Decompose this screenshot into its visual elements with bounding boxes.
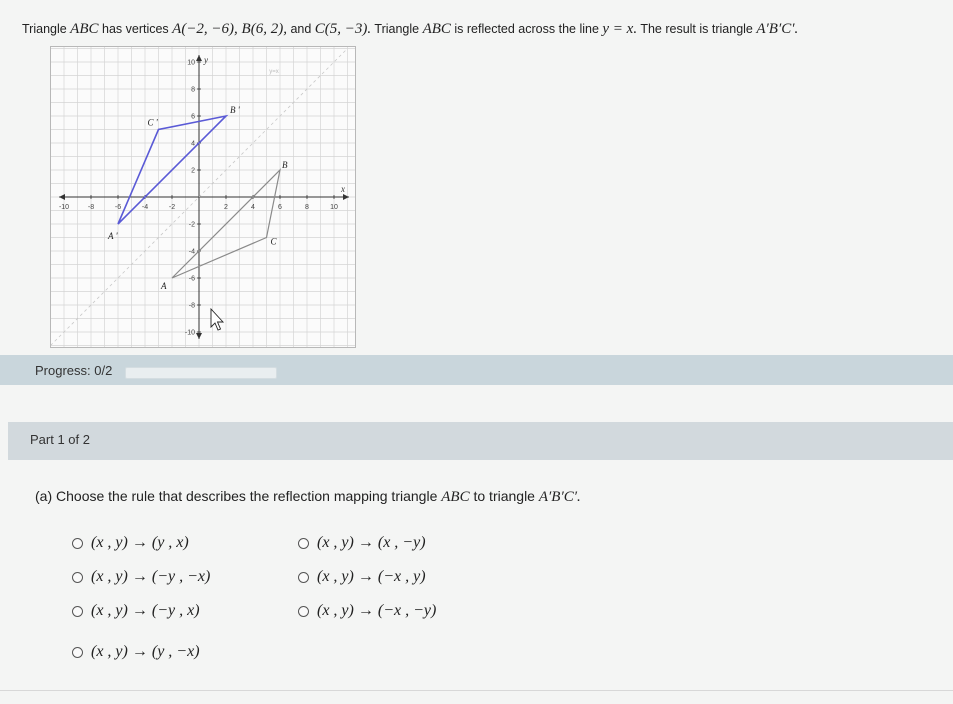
option-negate-both[interactable] [298,602,436,620]
x-axis-label: x [341,184,345,194]
radio-icon[interactable] [298,606,309,617]
y-tick-label: 8 [191,86,195,94]
option-label: (x , y) → (y , −x) [91,643,200,660]
y-tick-label: 2 [191,167,195,175]
option-label: (x , y) → (x , −y) [317,534,426,551]
option-label: (x , y) → (−x , −y) [317,602,437,619]
question-math-1: ABC [441,489,470,505]
option-negate-y[interactable] [298,534,426,552]
problem-text-1: Triangle [22,22,71,36]
y-tick-label: 10 [187,59,195,67]
reflection-line-label: y=x [269,68,279,75]
y-tick-label: -8 [188,302,195,310]
problem-text-3: and [286,22,315,36]
option-label: (x , y) → (−y , −x) [91,568,211,585]
y-tick-label: -10 [184,329,195,337]
vertex-label-a-prime: A ' [108,231,118,241]
option-negate-swap[interactable] [72,568,210,586]
radio-icon[interactable] [298,572,309,583]
x-tick-label: -10 [58,204,70,211]
option-rotate-cw[interactable] [72,643,200,661]
radio-icon[interactable] [72,647,83,658]
problem-math-4: ABC [422,21,451,37]
problem-text-5: is reflected across the line [450,22,603,36]
vertex-label-c-prime: C ' [147,117,158,128]
problem-math-3: C(5, −3). [314,21,372,37]
problem-math-6: A′B′C′. [756,21,799,37]
problem-math-2: A(−2, −6), B(6, 2), [172,21,287,37]
y-tick-label: -4 [188,248,195,256]
y-tick-label: -6 [188,275,195,283]
progress-label: Progress: 0/2 [35,363,113,378]
problem-math-1: ABC [70,21,99,37]
option-negate-x[interactable] [298,568,426,586]
problem-math-5: y = x. [602,21,638,37]
option-label: (x , y) → (y , x) [91,534,189,551]
progress-track [125,367,277,379]
x-tick-label: 2 [224,204,228,211]
vertex-label-b-prime: B ' [230,105,240,115]
vertex-label-b: B [282,160,288,170]
x-tick-label: 8 [305,204,309,211]
y-axis-arrow-icon [196,55,202,61]
option-label: (x , y) → (−y , x) [91,602,200,619]
problem-text-6: The result is triangle [637,22,757,36]
problem-text-4: Triangle [371,22,423,36]
radio-icon[interactable] [298,538,309,549]
coordinate-graph [50,46,356,348]
radio-icon[interactable] [72,572,83,583]
radio-icon[interactable] [72,538,83,549]
vertex-label-a: A [161,281,167,291]
y-tick-label: 6 [191,113,195,121]
x-tick-label: -4 [141,204,149,211]
y-axis-label: y [204,55,208,65]
question-text-1: Choose the rule that describes the reflection mapping triangle [52,488,442,504]
question-math-2: A′B′C′. [538,489,581,505]
x-tick-label: -6 [114,204,122,211]
y-axis-arrow-icon [196,333,202,339]
x-tick-label: 10 [330,204,338,211]
problem-statement [22,20,947,38]
y-tick-label: -2 [188,221,195,229]
option-rotate-ccw[interactable] [72,602,200,620]
option-label: (x , y) → (−x , y) [317,568,426,585]
part-label: Part 1 of 2 [30,432,90,447]
x-tick-label: -2 [168,204,176,211]
graph-canvas [51,47,355,347]
radio-icon[interactable] [72,606,83,617]
divider [0,690,953,691]
part-header [8,422,953,460]
problem-text-2: has vertices [98,22,173,36]
question-text-2: to triangle [469,488,539,504]
x-tick-label: 4 [251,204,255,211]
x-axis-arrow-icon [343,194,349,200]
y-tick-label: 4 [191,140,195,148]
vertex-label-c: C [270,236,277,247]
option-swap[interactable] [72,534,189,552]
question-prompt [35,488,581,506]
question-prefix: (a) [35,488,53,504]
x-tick-label: -8 [87,204,95,211]
x-tick-label: 6 [278,204,282,211]
